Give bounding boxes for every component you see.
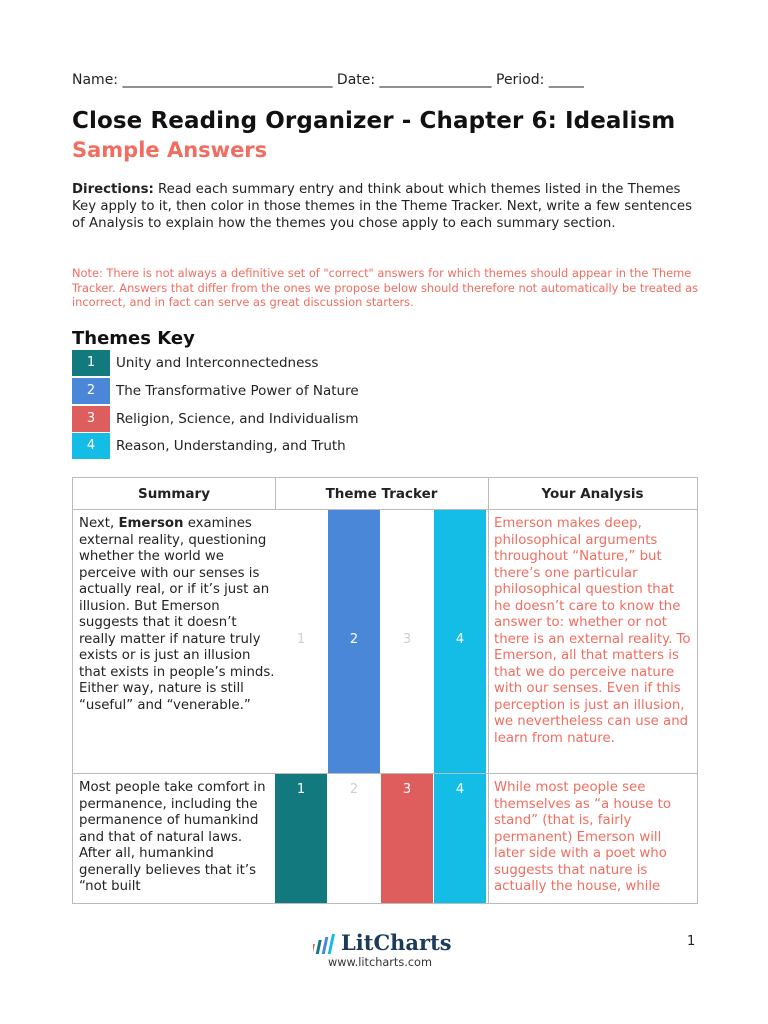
theme-swatch-1: 1	[72, 350, 110, 376]
theme-number: 3	[402, 782, 412, 797]
theme-tracker-cell	[434, 774, 486, 903]
theme-number: 2	[349, 632, 359, 647]
litcharts-logo[interactable]	[313, 931, 458, 971]
bar-chart-logo-icon	[313, 934, 339, 956]
page-number: 1	[687, 934, 696, 949]
column-divider	[488, 478, 489, 903]
theme-swatch-2: 2	[72, 378, 110, 404]
themes-key-heading: Themes Key	[72, 328, 195, 349]
summary-cell-2	[79, 780, 275, 900]
theme-tracker-cell	[434, 510, 486, 773]
theme-label: Religion, Science, and Individualism	[116, 411, 359, 427]
theme-number: 1	[296, 632, 306, 647]
directions-paragraph	[72, 181, 692, 232]
theme-number: 3	[402, 632, 412, 647]
theme-label: Reason, Understanding, and Truth	[116, 438, 346, 454]
theme-tracker-cell	[275, 510, 327, 773]
summary-cell-1	[79, 516, 275, 714]
note-paragraph: Note: There is not always a definitive set of "correct" answers for which themes should appear in the Theme Tracker. Answers that differ from the ones we propose below should therefore not automatically be treated as incorrect, and in fact can serve as great discussion starters.	[72, 266, 699, 309]
logo-wordmark: LitCharts	[341, 930, 452, 955]
theme-tracker-cell	[381, 510, 433, 773]
header-summary: Summary	[73, 478, 275, 510]
theme-tracker-cell	[275, 774, 327, 903]
theme-label: Unity and Interconnectedness	[116, 355, 319, 371]
close-reading-table	[72, 477, 698, 904]
page-subtitle: Sample Answers	[72, 138, 268, 162]
summary-text: examines external reality, questioning whether the world we perceive with our senses is actually real, or if it’s just an illusion. But Emerson suggests that it doesn’t really matter if nature truly exists or is just an illusion that exists in people’s minds. Either way, nature is still “useful” and “venerable.”	[79, 516, 275, 713]
theme-number: 1	[296, 782, 306, 797]
name-date-period-line: Name: ______________________________ Date: ________________ Period: _____	[72, 72, 584, 88]
summary-bold-text: Emerson	[118, 516, 184, 531]
theme-number: 4	[455, 632, 465, 647]
theme-tracker-cell	[328, 510, 380, 773]
directions-text: Read each summary entry and think about which themes listed in the Themes Key apply to it, then color in those themes in the Theme Tracker. Next, write a few sentences of Analysis to explain how the themes you chose apply to each summary section.	[72, 182, 692, 231]
summary-text: Next,	[79, 516, 119, 531]
header-your-analysis: Your Analysis	[488, 478, 697, 510]
directions-label: Directions:	[72, 182, 154, 197]
theme-label: The Transformative Power of Nature	[116, 383, 359, 399]
page-title: Close Reading Organizer - Chapter 6: Idealism	[72, 108, 676, 134]
summary-text: Most people take comfort in permanence, including the permanence of humankind and that of natural laws. After all, humankind generally believes that it’s “not built	[79, 780, 266, 894]
analysis-cell-2: While most people see themselves as “a house to stand” (that is, fairly permanent) Emerson will later side with a poet who suggests that nature is actually the house, while	[494, 780, 672, 894]
header-theme-tracker: Theme Tracker	[275, 478, 488, 510]
analysis-cell-1: Emerson makes deep, philosophical arguments throughout “Nature,” but there’s one particular philosophical question that he doesn’t care to know the answer to: whether or not there is an external reality. To Emerson, all that matters is that we do perceive nature with our senses. Even if this perception is just an illusion, we nevertheless can use and learn from nature.	[494, 516, 691, 746]
theme-swatch-4: 4	[72, 433, 110, 459]
theme-tracker-cell	[381, 774, 433, 903]
site-url[interactable]: www.litcharts.com	[328, 956, 432, 969]
theme-tracker-cell	[328, 774, 380, 903]
theme-number: 2	[349, 782, 359, 797]
theme-number: 4	[455, 782, 465, 797]
theme-swatch-3: 3	[72, 406, 110, 432]
